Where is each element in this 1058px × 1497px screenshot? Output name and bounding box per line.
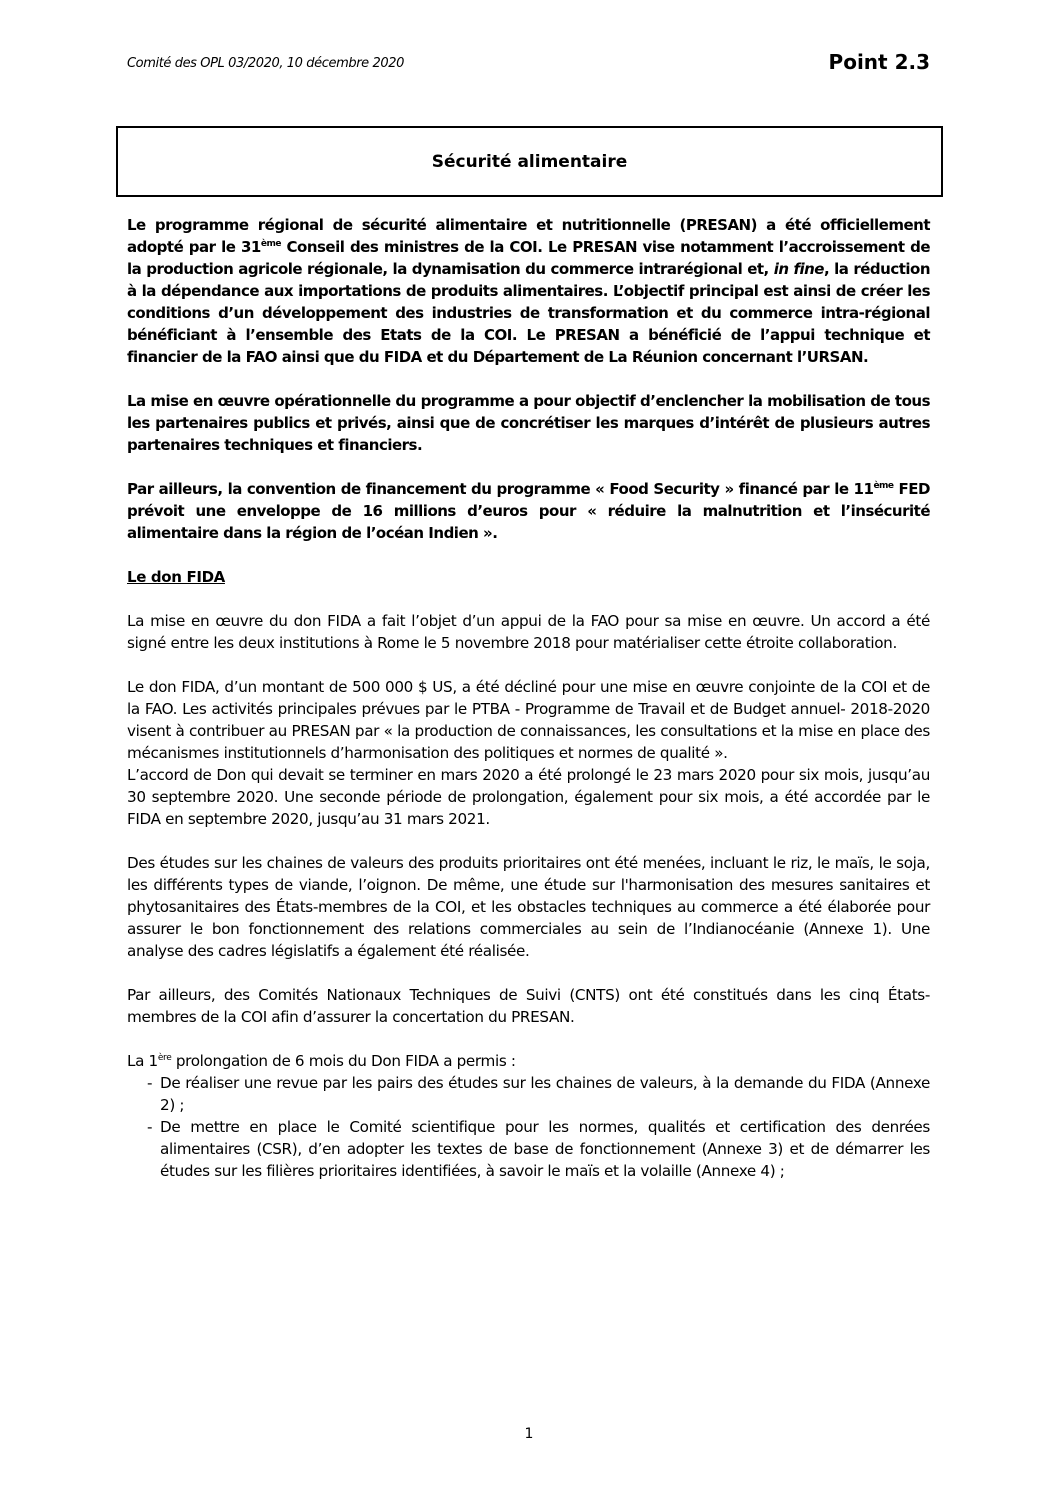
paragraph-implementation: La mise en œuvre opérationnelle du programme a pour objectif d’enclencher la mobilisation de tous les partenaires publics et privés, ainsi que de concrétiser les marques d’intérêt de plusieurs autres partenaires techniques et financiers. <box>127 392 930 454</box>
text-run: FED prévoit une enveloppe de 16 millions d’euros pour « réduire la malnutrition et l’insécurité alimentaire dans la région de l’océan Indien ». <box>127 480 931 542</box>
header-point-number: Point 2.3 <box>828 50 930 74</box>
paragraph-cnts: Par ailleurs, des Comités Nationaux Techniques de Suivi (CNTS) ont été constitués dans les cinq États-membres de la COI afin d’assurer la concertation du PRESAN. <box>127 986 930 1026</box>
superscript: ère <box>157 1052 172 1063</box>
list-item-text: De réaliser une revue par les pairs des études sur les chaines de valeurs, à la demande du FIDA (Annexe 2) ; <box>160 1074 930 1114</box>
page-number: 1 <box>524 1426 534 1442</box>
paragraph-presan-intro <box>127 214 930 368</box>
section-heading-don-fida: Le don FIDA <box>127 568 225 586</box>
superscript: ème <box>873 481 894 491</box>
paragraph-extension: L’accord de Don qui devait se terminer en mars 2020 a été prolongé le 23 mars 2020 pour six mois, jusqu’au 30 septembre 2020. Une seconde période de prolongation, également pour six mois, a été accordée par le FIDA en septembre 2020, jusqu’au 31 mars 2021. <box>127 766 930 828</box>
italic-text: in fine <box>773 260 824 278</box>
bullet-dash-icon: - <box>147 1074 153 1092</box>
text-run: Le programme régional de sécurité alimentaire et nutritionnelle (PRESAN) a été officiellement adopté par le 31 <box>127 216 930 256</box>
paragraph-first-extension <box>127 1050 930 1072</box>
bullet-dash-icon: - <box>147 1118 153 1136</box>
document-body <box>127 214 930 1182</box>
paragraph-studies: Des études sur les chaines de valeurs des produits prioritaires ont été menées, incluant le riz, le maïs, le soja, les différents types de viande, l’oignon. De même, une étude sur l'harmonisation des mesures sanitaires et phytosanitaires des États-membres de la COI, et les obstacles techniques au commerce a été élaborée pour assurer le bon fonctionnement des relations commerciales au sein de l’Indianocéanie (Annexe 1). Une analyse des cadres législatifs a également été réalisée. <box>127 854 930 960</box>
list-item <box>127 1116 930 1182</box>
list-item-text: De mettre en place le Comité scientifique pour les normes, qualités et certification des denrées alimentaires (CSR), d’en adopter les textes de base de fonctionnement (Annexe 3) et de démarrer les études sur les filières prioritaires identifiées, à savoir le maïs et la volaille (Annexe 4) ; <box>160 1118 930 1180</box>
paragraph-fao-support: La mise en œuvre du don FIDA a fait l’objet d’un appui de la FAO pour sa mise en œuvre. Un accord a été signé entre les deux institutions à Rome le 5 novembre 2018 pour matérialiser cette étroite collaboration. <box>127 612 930 652</box>
text-run: La 1 <box>127 1052 158 1070</box>
title-box <box>116 126 943 197</box>
paragraph-don-amount: Le don FIDA, d’un montant de 500 000 $ US, a été décliné pour une mise en œuvre conjointe de la COI et de la FAO. Les activités principales prévues par le PTBA - Programme de Travail et de Budget annuel- 2018-2020 visent à contribuer au PRESAN par « la production de connaissances, les consultations et la mise en place des mécanismes institutionnels d’harmonisation des politiques et normes de qualité ». <box>127 678 930 762</box>
text-run: Par ailleurs, la convention de financement du programme « Food Security » financé par le 11 <box>127 480 874 498</box>
header-meeting-reference: Comité des OPL 03/2020, 10 décembre 2020 <box>127 56 404 71</box>
list-item <box>127 1072 930 1116</box>
superscript: ème <box>260 239 281 249</box>
text-run: prolongation de 6 mois du Don FIDA a permis : <box>171 1052 516 1070</box>
bullet-list <box>127 1072 930 1182</box>
text-run: Conseil des ministres de la COI. Le PRESAN vise notamment l’accroissement de la production agricole régionale, la dynamisation du commerce intrarégional et, <box>127 238 930 278</box>
document-title: Sécurité alimentaire <box>431 151 628 172</box>
paragraph-food-security <box>127 478 930 544</box>
text-run: , la réduction à la dépendance aux importations de produits alimentaires. L’objectif principal est ainsi de créer les conditions d’un développement des industries de transformation et du commerce intra-régional bénéficiant à l’ensemble des Etats de la COI. Le PRESAN a bénéficié de l’appui technique et financier de la FAO ainsi que du FIDA et du Département de La Réunion concernant l’URSAN. <box>127 260 931 366</box>
